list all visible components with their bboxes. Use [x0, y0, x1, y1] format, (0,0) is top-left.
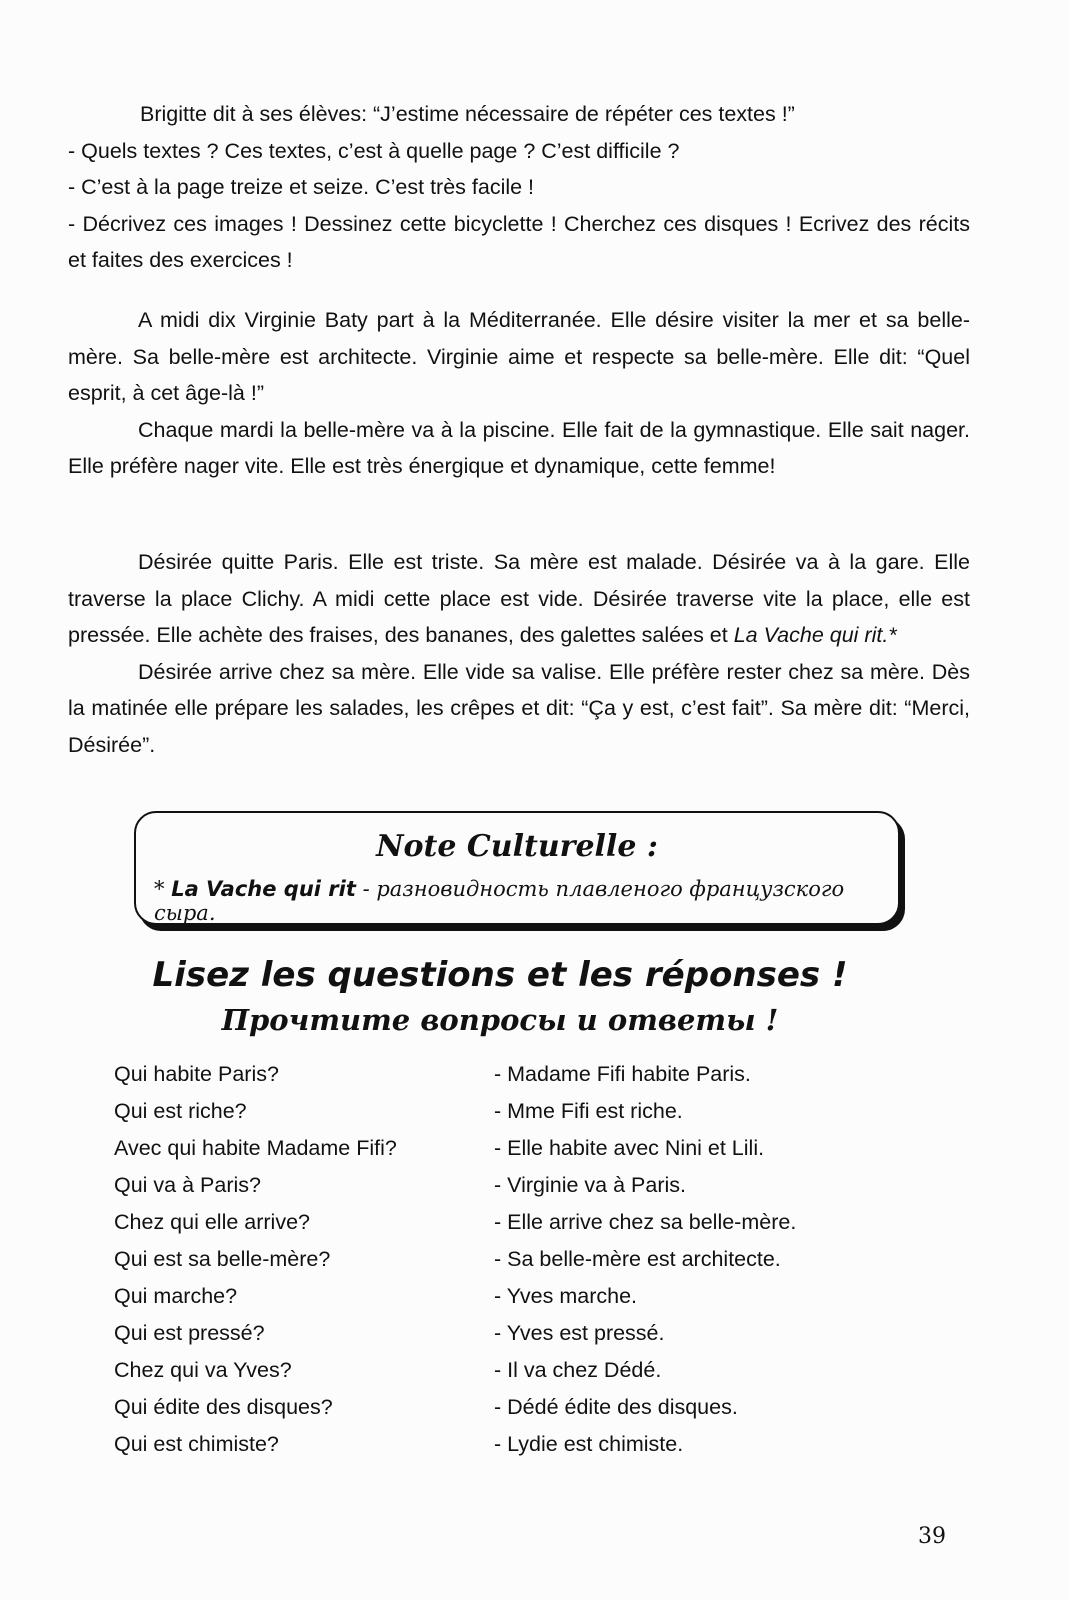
question: Qui est riche? — [114, 1099, 247, 1123]
answer: - Lydie est chimiste. — [494, 1432, 684, 1456]
answer: - Elle habite avec Nini et Lili. — [494, 1136, 765, 1160]
paragraph: A midi dix Virginie Baty part à la Méditerranée. Elle désire visiter la mer et sa belle-mère. Sa belle-mère est architecte. Virginie aime et respecte sa belle-mère. Elle dit: “Quel esprit, à cet âge-là !” — [68, 308, 970, 405]
qa-list — [114, 1062, 914, 1469]
question: Avec qui habite Madame Fifi? — [114, 1136, 397, 1160]
virginie-text-block — [68, 302, 970, 485]
question: Qui habite Paris? — [114, 1062, 279, 1086]
paragraph-text: Désirée quitte Paris. Elle est triste. Sa mère est malade. Désirée va à la gare. Elle traverse la place Clichy. A midi cette place est vide. Désirée traverse vite la place, elle est pressée. Elle achète des fraises, des bananes, des galettes salées et — [68, 550, 970, 647]
qa-row — [114, 1099, 914, 1136]
dialogue-line: Brigitte dit à ses élèves: “J’estime nécessaire de répéter ces textes !” — [140, 102, 795, 126]
qa-row — [114, 1210, 914, 1247]
answer: - Il va chez Dédé. — [494, 1358, 662, 1382]
answer: - Dédé édite des disques. — [494, 1395, 738, 1419]
dialogue-line: - Quels textes ? Ces textes, c’est à quelle page ? C’est difficile ? — [68, 138, 680, 163]
paragraph: Chaque mardi la belle-mère va à la piscine. Elle fait de la gymnastique. Elle sait nager. Elle préfère nager vite. Elle est très énergique et dynamique, cette femme! — [68, 417, 970, 478]
question: Qui est pressé? — [114, 1321, 265, 1345]
qa-row — [114, 1136, 914, 1173]
vache-qui-rit-reference: La Vache qui rit.* — [733, 623, 897, 647]
paragraph — [68, 544, 970, 654]
answer: - Sa belle-mère est architecte. — [494, 1247, 781, 1271]
qa-row — [114, 1247, 914, 1284]
qa-row — [114, 1173, 914, 1210]
answer: - Yves marche. — [494, 1284, 637, 1308]
question: Qui marche? — [114, 1284, 238, 1308]
question: Qui est chimiste? — [114, 1432, 279, 1456]
dialogue-block — [68, 96, 970, 279]
answer: - Yves est pressé. — [494, 1321, 665, 1345]
question: Qui est sa belle-mère? — [114, 1247, 331, 1271]
answer: - Elle arrive chez sa belle-mère. — [494, 1210, 797, 1234]
page-number: 39 — [918, 1524, 946, 1549]
note-text — [154, 877, 898, 925]
qa-row — [114, 1395, 914, 1432]
section-heading-fr: Lisez les questions et les réponses ! — [152, 955, 848, 995]
qa-row — [114, 1358, 914, 1395]
qa-row — [114, 1284, 914, 1321]
dialogue-line: - C’est à la page treize et seize. C’est très facile ! — [68, 175, 535, 199]
qa-row — [114, 1432, 914, 1469]
cultural-note-box — [134, 811, 900, 925]
qa-row — [114, 1321, 914, 1358]
note-title: Note Culturelle : — [376, 829, 658, 864]
answer: - Virginie va à Paris. — [494, 1173, 686, 1197]
section-heading-ru: Прочтите вопросы и ответы ! — [221, 1003, 779, 1037]
desiree-text-block — [68, 544, 970, 763]
paragraph: Désirée arrive chez sa mère. Elle vide sa valise. Elle préfère rester chez sa mère. Dès la matinée elle prépare les salades, les crêpes et dit: “Ça y est, c’est fait”. Sa mère dit: “Merci, Désirée”. — [68, 659, 970, 757]
dialogue-line: - Décrivez ces images ! Dessinez cette bicyclette ! Cherchez ces disques ! Ecrivez des récits et faites des exercices ! — [68, 211, 970, 272]
question: Qui édite des disques? — [114, 1395, 333, 1419]
note-term: La Vache qui rit — [171, 877, 356, 901]
question: Chez qui va Yves? — [114, 1358, 292, 1382]
question: Qui va à Paris? — [114, 1173, 261, 1197]
qa-row — [114, 1062, 914, 1099]
question: Chez qui elle arrive? — [114, 1210, 310, 1234]
note-star: * — [154, 877, 172, 901]
answer: - Madame Fifi habite Paris. — [494, 1062, 751, 1086]
answer: - Mme Fifi est riche. — [494, 1099, 683, 1123]
note-definition: - разновидность плавленого французского сыра. — [154, 877, 845, 925]
